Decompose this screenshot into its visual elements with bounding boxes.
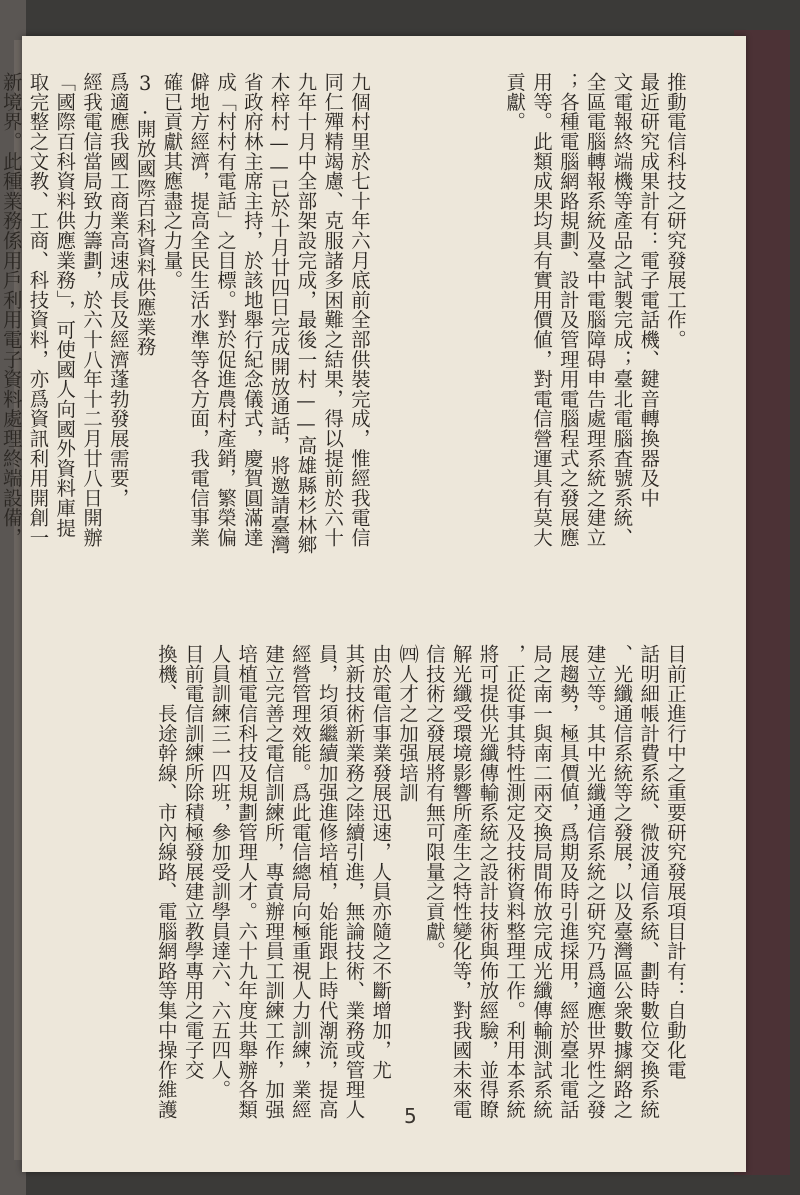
- text-line: 展趨勢，極具價値，爲期及時引進採用，經於臺北電話: [556, 644, 580, 1120]
- text-line: 「國際百科資料供應業務」，可使國人向國外資料庫提: [53, 72, 77, 538]
- text-line: 貢獻。: [503, 72, 527, 132]
- page-number: 5: [404, 1104, 417, 1128]
- text-line: 換機、長途幹線、市內線路、電腦網路等集中操作維護: [154, 644, 178, 1120]
- text-line: 推動電信科技之研究發展工作。: [664, 72, 687, 350]
- text-line: 全區電腦轉報系統及臺中電腦障碍申告處理系統之建立: [583, 72, 607, 548]
- text-column-left: [0, 72, 372, 632]
- text-line: 爲適應我國工商業高速成長及經濟蓬勃發展需要，: [106, 72, 130, 508]
- text-line: 新境界。此種業務係用戶利用電子資料處理終端設備，: [0, 72, 23, 548]
- text-line: 培植電信科技及規劃管理人才。六十九年度共舉辦各類: [235, 644, 259, 1120]
- text-line: 用等。此類成果均具有實用價値，對電信營運具有莫大: [530, 72, 554, 548]
- text-line: 建立等。其中光纖通信系統之研究乃爲適應世界性之發: [583, 644, 607, 1120]
- text-line: 經營管理效能。爲此電信總局向極重視人力訓練，業經: [288, 644, 312, 1120]
- book-page: [0, 36, 746, 1172]
- text-line: 木梓村——已於十月廿四日完成開放通話，將邀請臺灣: [267, 72, 291, 555]
- text-line: 省政府林主席主持，於該地舉行紀念儀式，慶賀圓滿達: [240, 72, 264, 548]
- text-line: 建立完善之電信訓練所，專責辦理員工訓練工作，加强: [262, 644, 286, 1120]
- text-line: 文電報終端機等產品之試製完成；臺北電腦査號系統、: [610, 72, 634, 548]
- text-line: 九個村里於七十年六月底前全部供裝完成，惟經我電信: [348, 72, 371, 548]
- text-line: 局之南一與南二兩交換局間佈放完成光纖傳輸測試系統: [530, 644, 554, 1120]
- text-line: 同仁殫精竭慮、克服諸多困難之結果，得以提前於六十: [321, 72, 345, 548]
- text-line: 由於電信事業發展迅速，人員亦隨之不斷增加，尤: [369, 644, 393, 1080]
- text-line: ㈣人才之加强培訓: [396, 644, 420, 803]
- text-line: 其新技術新業務之陸續引進，無論技術、業務或管理人: [342, 644, 366, 1120]
- text-column-lower-right: [152, 644, 688, 1172]
- text-line: 經我電信當局致力籌劃，於六十八年十二月廿八日開辦: [80, 72, 104, 548]
- text-line: ；各種電腦網路規劃、設計及管理用電腦程式之發展應: [556, 72, 580, 548]
- text-line: 人員訓練三一四班，參加受訓學員達六、六五四人。: [208, 644, 232, 1100]
- text-line: 信技術之發展將有無可限量之貢獻。: [422, 644, 446, 961]
- text-line: 僻地方經濟，提高全民生活水準等各方面，我電信事業: [187, 72, 211, 548]
- text-line: 將可提供光纖傳輸系統之設計技術與佈放經驗，並得瞭: [476, 644, 500, 1120]
- text-line: ，正從事其特性測定及技術資料整理工作。利用本系統: [503, 644, 527, 1120]
- text-column-upper-right: [500, 72, 688, 602]
- text-line: 、光纖通信系統等之發展，以及臺灣區公衆數據網路之: [610, 644, 634, 1120]
- text-line: 成「村村有電話」之目標。對於促進農村產銷，繁榮偏: [214, 72, 238, 548]
- text-line: 員，均須繼續加强進修培植，始能跟上時代潮流，提高: [315, 644, 339, 1120]
- text-line: 話明細帳計費系統、微波通信系統、劃時數位交換系統: [637, 644, 661, 1120]
- text-line: 九年十月中全部架設完成，最後一村——高雄縣杉林鄉: [294, 72, 318, 555]
- text-line: 確已貢獻其應盡之力量。: [160, 72, 184, 290]
- text-line: 解光纖受環境影響所產生之特性變化等，對我國未來電: [449, 644, 473, 1120]
- text-line: 取完整之文教、工商、科技資料，亦爲資訊利用開創一: [26, 72, 50, 548]
- text-line: 目前正進行中之重要研究發展項目計有：自動化電: [664, 644, 687, 1080]
- text-line: 目前電信訓練所除積極發展建立教學專用之電子交: [181, 644, 205, 1080]
- text-line: 3.開放國際百科資料供應業務: [133, 72, 157, 357]
- text-line: 最近研究成果計有：電子電話機、鍵音轉換器及中: [637, 72, 661, 508]
